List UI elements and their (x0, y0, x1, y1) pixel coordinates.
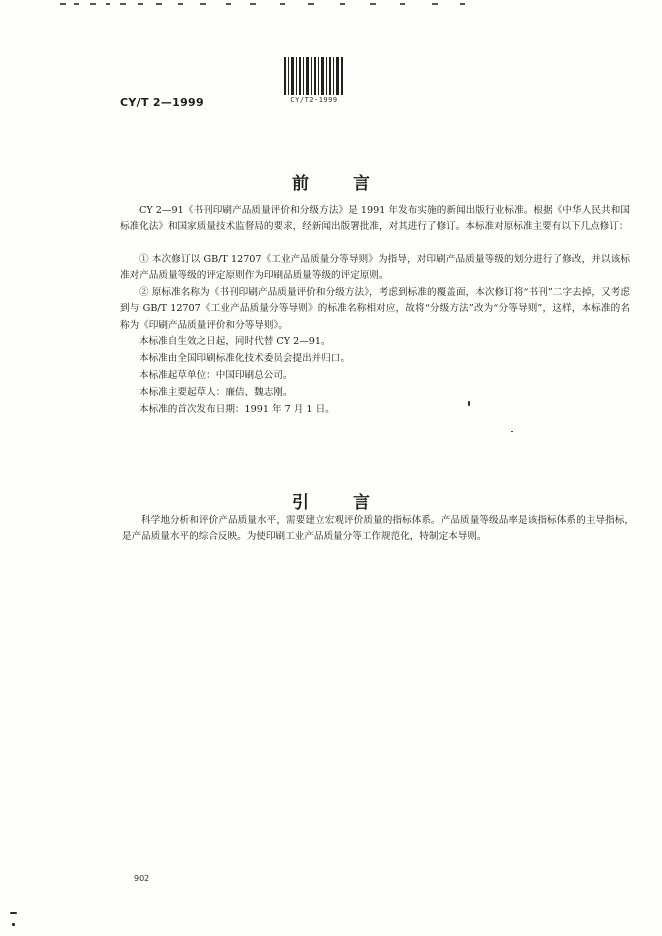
foreword-title: 前言 (292, 174, 414, 194)
scan-speck (10, 912, 17, 914)
standard-code: CY/T 2—1999 (120, 96, 204, 109)
barcode-caption: CY/T2-1999 (290, 96, 338, 104)
foreword-paragraph: CY 2—91《书刊印刷产品质量评价和分级方法》是 1991 年发布实施的新闻出版行业标准。根据《中华人民共和国标准化法》和国家质量技术监督局的要求，经新闻出版署批准，对其进行了修订。本标准对原标准主要有以下几点修订： (120, 205, 630, 233)
foreword-paragraph: 本标准由全国印刷标准化技术委员会提出并归口。 (139, 353, 351, 364)
introduction-title: 引言 (292, 493, 414, 513)
foreword-paragraph: ① 本次修订以 GB/T 12707《工业产品质量分等导则》为指导，对印刷产品质量等级的划分进行了修改，并以该标准对产品质量等级的评定原则作为印刷品质量等级的评定原则。 (120, 254, 630, 282)
scan-speck (468, 401, 470, 406)
foreword-paragraph: ② 原标准名称为《书刊印刷产品质量评价和分级方法》，考虑到标准的覆盖面，本次修订将“书刊”二字去掉，又考虑到与 GB/T 12707《工业产品质量分等导则》的标准名称相对应，故将“分级方法”改为“分等导则”，这样，本标准的名称为《印刷产品质量评价和分等导则》。 (120, 287, 630, 331)
scan-speck (511, 431, 513, 432)
scan-speck (12, 923, 15, 926)
barcode (283, 57, 345, 104)
barcode-bars-icon (283, 57, 345, 95)
page-number: 902 (134, 874, 150, 883)
foreword-paragraph: 本标准自生效之日起，同时代替 CY 2—91。 (139, 336, 331, 347)
foreword-paragraph: 本标准起草单位：中国印刷总公司。 (139, 370, 293, 381)
scan-edge-marks (60, 3, 480, 9)
foreword-paragraph: 本标准的首次发布日期：1991 年 7 月 1 日。 (139, 404, 335, 415)
introduction-paragraph: 科学地分析和评价产品质量水平，需要建立宏观评价质量的指标体系。产品质量等级品率是该指标体系的主导指标，是产品质量水平的综合反映。为使印刷工业产品质量分等工作规范化，特制定本导则。 (122, 515, 634, 543)
foreword-paragraph: 本标准主要起草人：廉佶、魏志刚。 (139, 387, 293, 398)
